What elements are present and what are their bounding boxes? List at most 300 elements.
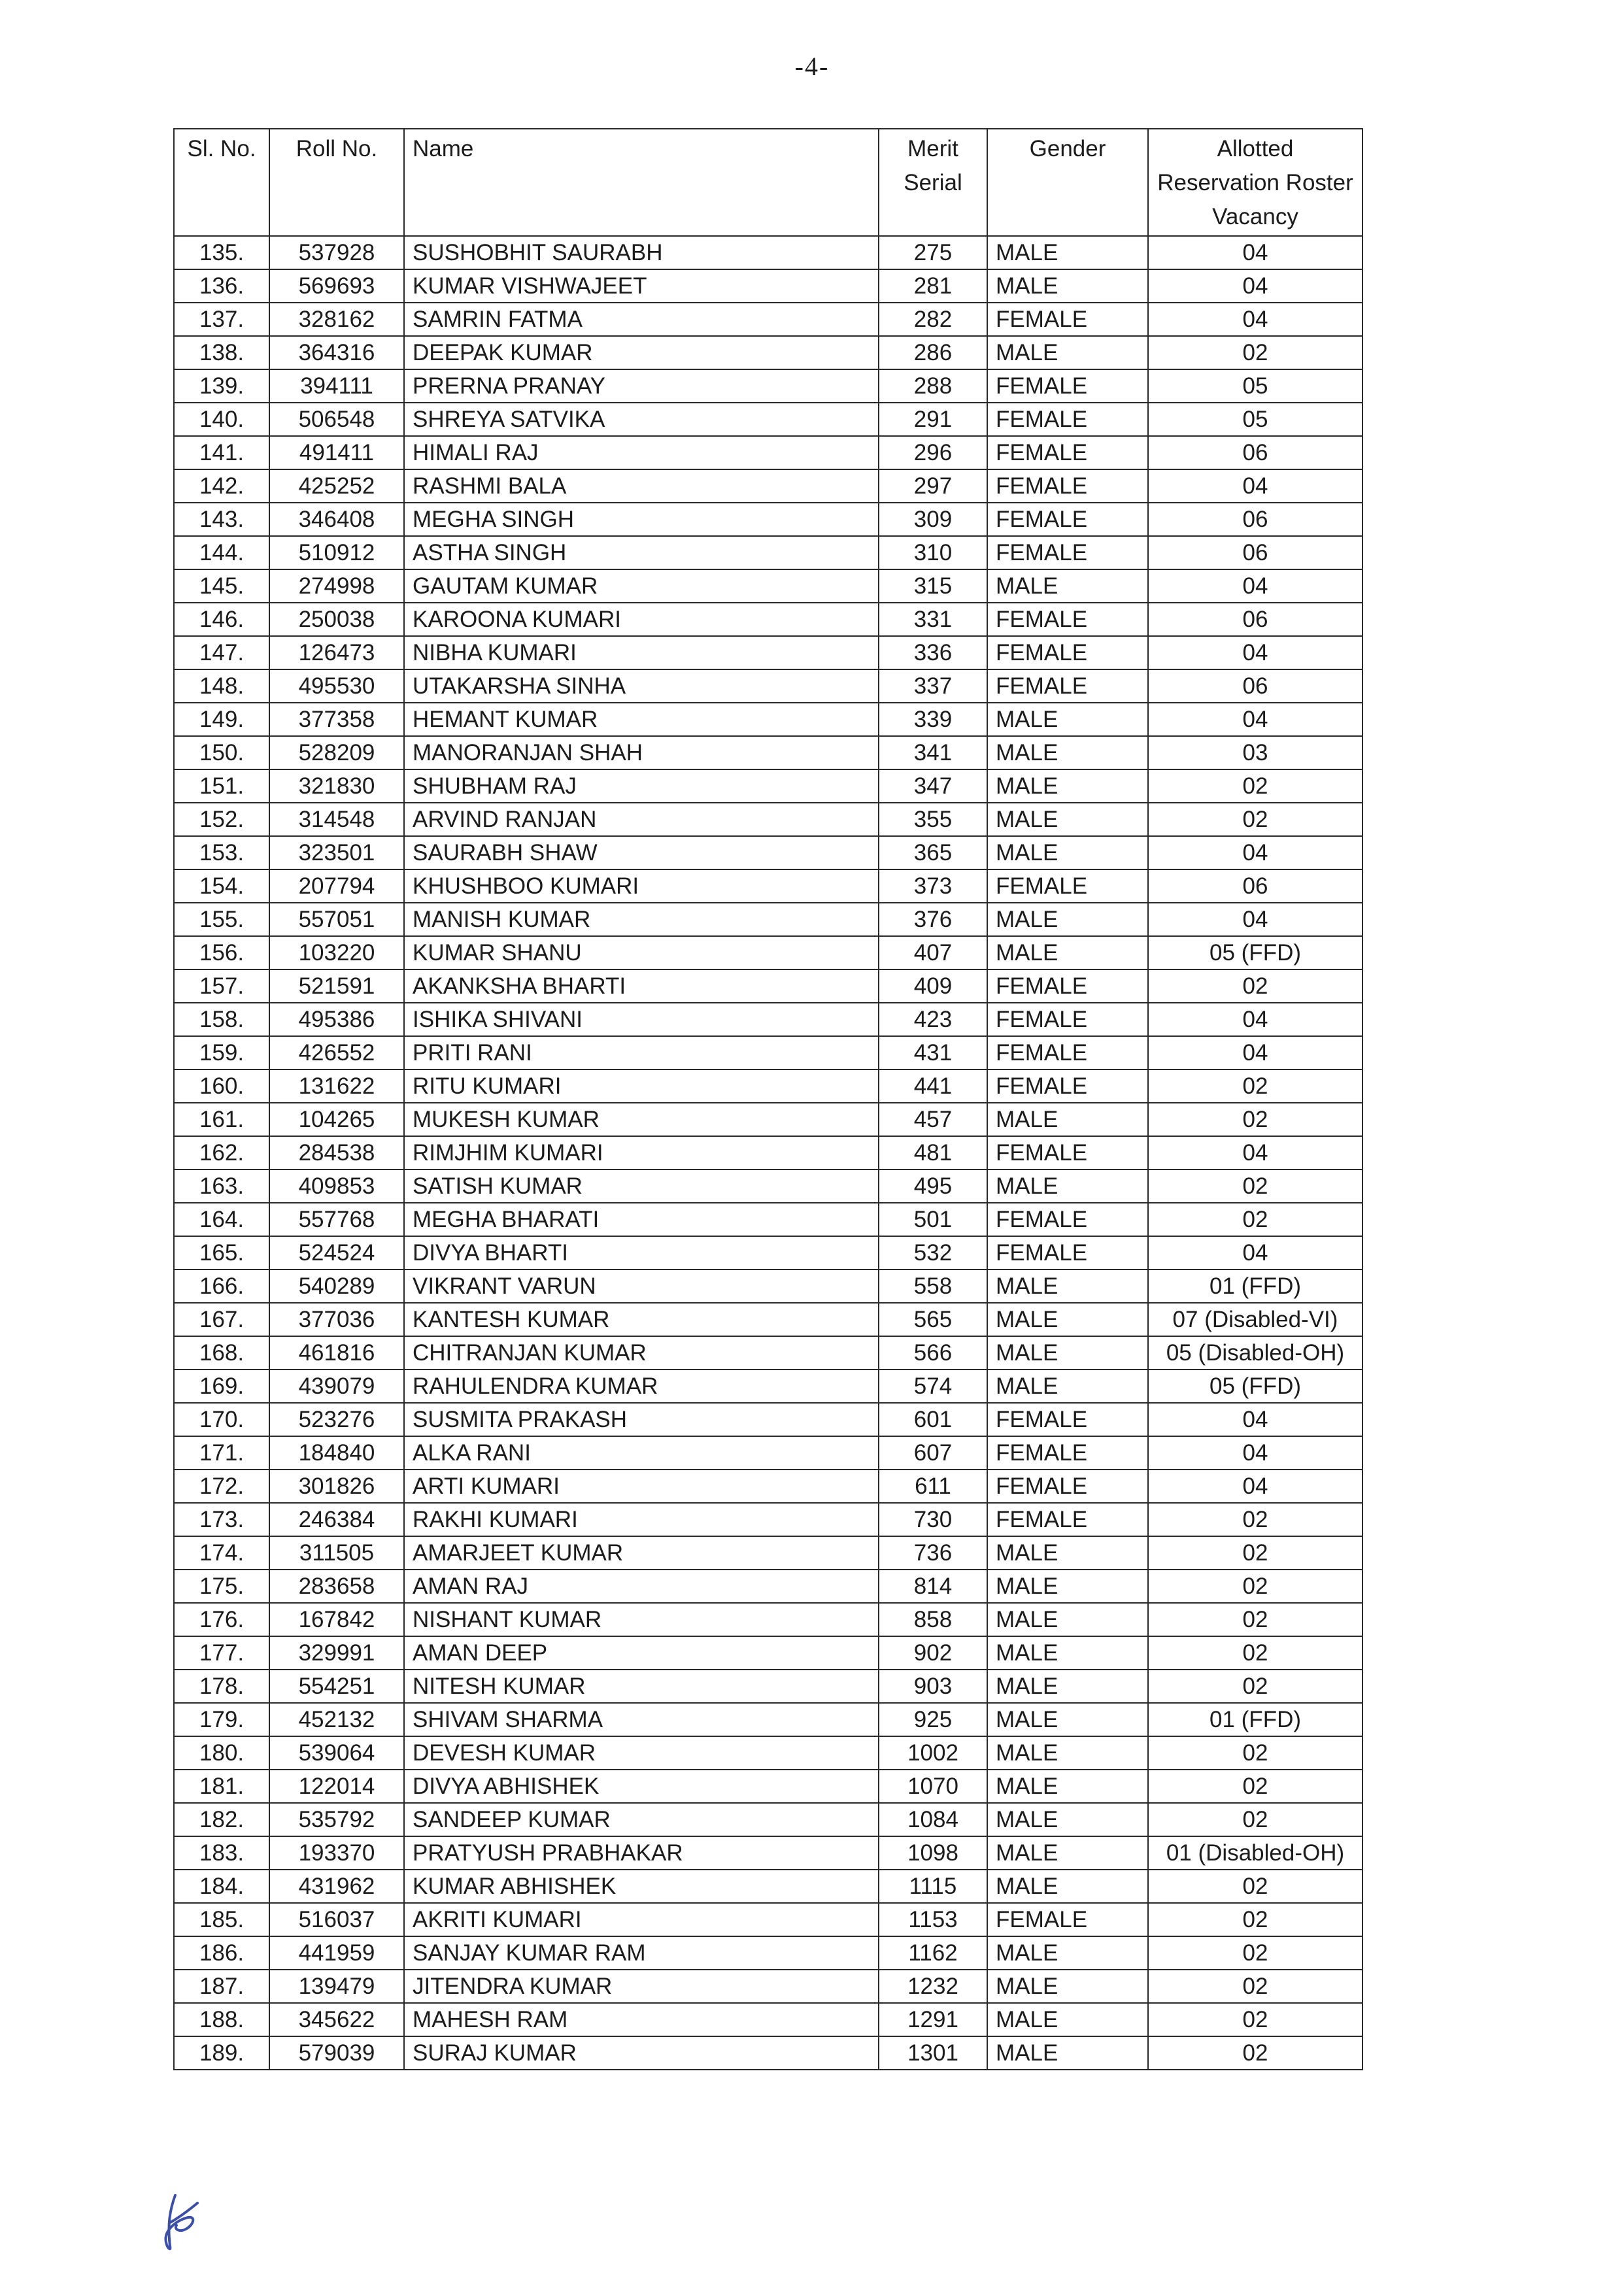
cell-allotted-vacancy: 06 bbox=[1148, 869, 1362, 903]
cell-gender: MALE bbox=[987, 903, 1148, 936]
table-row bbox=[174, 1570, 1362, 1603]
cell-allotted-vacancy: 04 bbox=[1148, 1236, 1362, 1270]
cell-roll-no: 131622 bbox=[269, 1069, 404, 1103]
cell-sl-no: 152. bbox=[174, 803, 269, 836]
cell-merit-serial: 1291 bbox=[879, 2003, 987, 2036]
cell-roll-no: 139479 bbox=[269, 1970, 404, 2003]
cell-sl-no: 186. bbox=[174, 1936, 269, 1970]
cell-name: AMAN DEEP bbox=[404, 1636, 879, 1670]
cell-allotted-vacancy: 06 bbox=[1148, 503, 1362, 536]
cell-sl-no: 153. bbox=[174, 836, 269, 869]
cell-roll-no: 246384 bbox=[269, 1503, 404, 1536]
cell-gender: MALE bbox=[987, 1703, 1148, 1736]
cell-sl-no: 163. bbox=[174, 1169, 269, 1203]
cell-roll-no: 409853 bbox=[269, 1169, 404, 1203]
cell-roll-no: 510912 bbox=[269, 536, 404, 569]
cell-sl-no: 170. bbox=[174, 1403, 269, 1436]
cell-allotted-vacancy: 04 bbox=[1148, 1136, 1362, 1169]
cell-merit-serial: 331 bbox=[879, 603, 987, 636]
cell-name: RAHULENDRA KUMAR bbox=[404, 1370, 879, 1403]
cell-gender: FEMALE bbox=[987, 969, 1148, 1003]
cell-gender: MALE bbox=[987, 336, 1148, 369]
cell-name: RASHMI BALA bbox=[404, 469, 879, 503]
cell-roll-no: 557768 bbox=[269, 1203, 404, 1236]
cell-sl-no: 146. bbox=[174, 603, 269, 636]
cell-merit-serial: 501 bbox=[879, 1203, 987, 1236]
cell-name: AMAN RAJ bbox=[404, 1570, 879, 1603]
cell-roll-no: 314548 bbox=[269, 803, 404, 836]
cell-gender: MALE bbox=[987, 1603, 1148, 1636]
cell-name: PRITI RANI bbox=[404, 1036, 879, 1069]
cell-merit-serial: 1162 bbox=[879, 1936, 987, 1970]
cell-merit-serial: 611 bbox=[879, 1470, 987, 1503]
cell-allotted-vacancy: 02 bbox=[1148, 1870, 1362, 1903]
cell-roll-no: 301826 bbox=[269, 1470, 404, 1503]
cell-merit-serial: 339 bbox=[879, 703, 987, 736]
cell-sl-no: 166. bbox=[174, 1270, 269, 1303]
cell-allotted-vacancy: 06 bbox=[1148, 603, 1362, 636]
cell-merit-serial: 1232 bbox=[879, 1970, 987, 2003]
cell-sl-no: 181. bbox=[174, 1770, 269, 1803]
cell-roll-no: 441959 bbox=[269, 1936, 404, 1970]
table-row bbox=[174, 1003, 1362, 1036]
cell-roll-no: 250038 bbox=[269, 603, 404, 636]
cell-roll-no: 346408 bbox=[269, 503, 404, 536]
table-row bbox=[174, 1169, 1362, 1203]
cell-name: SANJAY KUMAR RAM bbox=[404, 1936, 879, 1970]
cell-allotted-vacancy: 04 bbox=[1148, 303, 1362, 336]
cell-sl-no: 139. bbox=[174, 369, 269, 403]
cell-gender: FEMALE bbox=[987, 1036, 1148, 1069]
cell-merit-serial: 925 bbox=[879, 1703, 987, 1736]
cell-allotted-vacancy: 05 (FFD) bbox=[1148, 936, 1362, 969]
table-row bbox=[174, 669, 1362, 703]
cell-allotted-vacancy: 02 bbox=[1148, 1103, 1362, 1136]
cell-allotted-vacancy: 02 bbox=[1148, 769, 1362, 803]
cell-sl-no: 167. bbox=[174, 1303, 269, 1336]
cell-gender: FEMALE bbox=[987, 669, 1148, 703]
cell-merit-serial: 355 bbox=[879, 803, 987, 836]
table-row bbox=[174, 1670, 1362, 1703]
cell-roll-no: 103220 bbox=[269, 936, 404, 969]
cell-allotted-vacancy: 01 (FFD) bbox=[1148, 1703, 1362, 1736]
cell-merit-serial: 1115 bbox=[879, 1870, 987, 1903]
cell-allotted-vacancy: 02 bbox=[1148, 2003, 1362, 2036]
table-row bbox=[174, 503, 1362, 536]
cell-name: SHREYA SATVIKA bbox=[404, 403, 879, 436]
table-row bbox=[174, 369, 1362, 403]
cell-name: KUMAR ABHISHEK bbox=[404, 1870, 879, 1903]
cell-gender: MALE bbox=[987, 1970, 1148, 2003]
cell-allotted-vacancy: 04 bbox=[1148, 703, 1362, 736]
cell-sl-no: 158. bbox=[174, 1003, 269, 1036]
cell-merit-serial: 532 bbox=[879, 1236, 987, 1270]
cell-name: JITENDRA KUMAR bbox=[404, 1970, 879, 2003]
table-row bbox=[174, 1936, 1362, 1970]
cell-roll-no: 394111 bbox=[269, 369, 404, 403]
cell-name: ISHIKA SHIVANI bbox=[404, 1003, 879, 1036]
cell-merit-serial: 441 bbox=[879, 1069, 987, 1103]
cell-merit-serial: 481 bbox=[879, 1136, 987, 1169]
cell-allotted-vacancy: 01 (FFD) bbox=[1148, 1270, 1362, 1303]
table-row bbox=[174, 1203, 1362, 1236]
cell-allotted-vacancy: 02 bbox=[1148, 1069, 1362, 1103]
cell-roll-no: 535792 bbox=[269, 1803, 404, 1836]
cell-sl-no: 172. bbox=[174, 1470, 269, 1503]
cell-allotted-vacancy: 04 bbox=[1148, 569, 1362, 603]
cell-gender: FEMALE bbox=[987, 469, 1148, 503]
cell-roll-no: 377358 bbox=[269, 703, 404, 736]
cell-gender: MALE bbox=[987, 1736, 1148, 1770]
cell-gender: MALE bbox=[987, 736, 1148, 769]
table-row bbox=[174, 1503, 1362, 1536]
cell-sl-no: 180. bbox=[174, 1736, 269, 1770]
cell-roll-no: 207794 bbox=[269, 869, 404, 903]
cell-sl-no: 175. bbox=[174, 1570, 269, 1603]
table-body bbox=[174, 236, 1362, 2070]
cell-name: RITU KUMARI bbox=[404, 1069, 879, 1103]
cell-allotted-vacancy: 04 bbox=[1148, 269, 1362, 303]
cell-gender: FEMALE bbox=[987, 1436, 1148, 1470]
cell-merit-serial: 365 bbox=[879, 836, 987, 869]
table-row bbox=[174, 1336, 1362, 1370]
cell-sl-no: 161. bbox=[174, 1103, 269, 1136]
cell-gender: FEMALE bbox=[987, 369, 1148, 403]
merit-list-table-container bbox=[173, 128, 1363, 2070]
cell-gender: MALE bbox=[987, 1870, 1148, 1903]
cell-name: MEGHA SINGH bbox=[404, 503, 879, 536]
cell-allotted-vacancy: 05 bbox=[1148, 369, 1362, 403]
cell-sl-no: 143. bbox=[174, 503, 269, 536]
cell-sl-no: 144. bbox=[174, 536, 269, 569]
cell-gender: FEMALE bbox=[987, 1503, 1148, 1536]
cell-sl-no: 162. bbox=[174, 1136, 269, 1169]
header-merit-serial: Merit Serial bbox=[879, 129, 987, 236]
header-allotted-vacancy: Allotted Reservation Roster Vacancy bbox=[1148, 129, 1362, 236]
cell-sl-no: 185. bbox=[174, 1903, 269, 1936]
cell-name: KANTESH KUMAR bbox=[404, 1303, 879, 1336]
cell-merit-serial: 903 bbox=[879, 1670, 987, 1703]
table-row bbox=[174, 1036, 1362, 1069]
cell-roll-no: 495386 bbox=[269, 1003, 404, 1036]
cell-merit-serial: 288 bbox=[879, 369, 987, 403]
table-row bbox=[174, 1536, 1362, 1570]
cell-name: ASTHA SINGH bbox=[404, 536, 879, 569]
cell-sl-no: 189. bbox=[174, 2036, 269, 2070]
cell-merit-serial: 558 bbox=[879, 1270, 987, 1303]
cell-name: PRERNA PRANAY bbox=[404, 369, 879, 403]
cell-allotted-vacancy: 02 bbox=[1148, 1570, 1362, 1603]
cell-name: SAURABH SHAW bbox=[404, 836, 879, 869]
cell-merit-serial: 736 bbox=[879, 1536, 987, 1570]
cell-allotted-vacancy: 06 bbox=[1148, 536, 1362, 569]
table-row bbox=[174, 903, 1362, 936]
cell-name: DEVESH KUMAR bbox=[404, 1736, 879, 1770]
cell-roll-no: 569693 bbox=[269, 269, 404, 303]
cell-name: GAUTAM KUMAR bbox=[404, 569, 879, 603]
cell-sl-no: 149. bbox=[174, 703, 269, 736]
cell-sl-no: 177. bbox=[174, 1636, 269, 1670]
table-row bbox=[174, 336, 1362, 369]
cell-merit-serial: 282 bbox=[879, 303, 987, 336]
cell-gender: FEMALE bbox=[987, 1003, 1148, 1036]
cell-merit-serial: 858 bbox=[879, 1603, 987, 1636]
cell-roll-no: 491411 bbox=[269, 436, 404, 469]
table-row bbox=[174, 869, 1362, 903]
table-row bbox=[174, 1870, 1362, 1903]
cell-name: SANDEEP KUMAR bbox=[404, 1803, 879, 1836]
table-row bbox=[174, 803, 1362, 836]
cell-merit-serial: 341 bbox=[879, 736, 987, 769]
cell-gender: FEMALE bbox=[987, 1136, 1148, 1169]
cell-roll-no: 516037 bbox=[269, 1903, 404, 1936]
cell-allotted-vacancy: 02 bbox=[1148, 1770, 1362, 1803]
table-row bbox=[174, 1436, 1362, 1470]
cell-gender: MALE bbox=[987, 1570, 1148, 1603]
cell-merit-serial: 601 bbox=[879, 1403, 987, 1436]
cell-roll-no: 521591 bbox=[269, 969, 404, 1003]
cell-name: AMARJEET KUMAR bbox=[404, 1536, 879, 1570]
cell-merit-serial: 607 bbox=[879, 1436, 987, 1470]
cell-gender: MALE bbox=[987, 1536, 1148, 1570]
cell-gender: FEMALE bbox=[987, 869, 1148, 903]
table-header bbox=[174, 129, 1362, 236]
cell-merit-serial: 337 bbox=[879, 669, 987, 703]
cell-name: SUSMITA PRAKASH bbox=[404, 1403, 879, 1436]
cell-sl-no: 147. bbox=[174, 636, 269, 669]
cell-allotted-vacancy: 02 bbox=[1148, 1903, 1362, 1936]
cell-allotted-vacancy: 04 bbox=[1148, 1036, 1362, 1069]
cell-roll-no: 540289 bbox=[269, 1270, 404, 1303]
table-row bbox=[174, 1970, 1362, 2003]
cell-allotted-vacancy: 04 bbox=[1148, 636, 1362, 669]
cell-allotted-vacancy: 02 bbox=[1148, 1636, 1362, 1670]
cell-gender: MALE bbox=[987, 1803, 1148, 1836]
table-row bbox=[174, 1470, 1362, 1503]
cell-allotted-vacancy: 04 bbox=[1148, 903, 1362, 936]
cell-gender: MALE bbox=[987, 1936, 1148, 1970]
cell-merit-serial: 566 bbox=[879, 1336, 987, 1370]
table-row bbox=[174, 1636, 1362, 1670]
cell-name: UTAKARSHA SINHA bbox=[404, 669, 879, 703]
cell-sl-no: 168. bbox=[174, 1336, 269, 1370]
cell-roll-no: 537928 bbox=[269, 236, 404, 269]
cell-merit-serial: 291 bbox=[879, 403, 987, 436]
cell-name: MAHESH RAM bbox=[404, 2003, 879, 2036]
cell-roll-no: 452132 bbox=[269, 1703, 404, 1736]
cell-roll-no: 554251 bbox=[269, 1670, 404, 1703]
cell-allotted-vacancy: 06 bbox=[1148, 669, 1362, 703]
cell-gender: FEMALE bbox=[987, 636, 1148, 669]
table-row bbox=[174, 1403, 1362, 1436]
table-row bbox=[174, 703, 1362, 736]
cell-merit-serial: 275 bbox=[879, 236, 987, 269]
cell-roll-no: 579039 bbox=[269, 2036, 404, 2070]
cell-allotted-vacancy: 04 bbox=[1148, 469, 1362, 503]
cell-gender: FEMALE bbox=[987, 1470, 1148, 1503]
cell-sl-no: 138. bbox=[174, 336, 269, 369]
table-row bbox=[174, 1903, 1362, 1936]
cell-roll-no: 364316 bbox=[269, 336, 404, 369]
header-name: Name bbox=[404, 129, 879, 236]
cell-name: VIKRANT VARUN bbox=[404, 1270, 879, 1303]
cell-sl-no: 174. bbox=[174, 1536, 269, 1570]
table-row bbox=[174, 403, 1362, 436]
table-row bbox=[174, 436, 1362, 469]
cell-name: ALKA RANI bbox=[404, 1436, 879, 1470]
cell-sl-no: 135. bbox=[174, 236, 269, 269]
cell-merit-serial: 347 bbox=[879, 769, 987, 803]
cell-allotted-vacancy: 02 bbox=[1148, 969, 1362, 1003]
cell-gender: MALE bbox=[987, 1303, 1148, 1336]
cell-gender: MALE bbox=[987, 769, 1148, 803]
table-row bbox=[174, 1736, 1362, 1770]
cell-merit-serial: 574 bbox=[879, 1370, 987, 1403]
cell-name: HEMANT KUMAR bbox=[404, 703, 879, 736]
header-gender: Gender bbox=[987, 129, 1148, 236]
table-row bbox=[174, 236, 1362, 269]
cell-sl-no: 173. bbox=[174, 1503, 269, 1536]
cell-allotted-vacancy: 02 bbox=[1148, 2036, 1362, 2070]
cell-gender: FEMALE bbox=[987, 403, 1148, 436]
cell-gender: FEMALE bbox=[987, 436, 1148, 469]
table-row bbox=[174, 969, 1362, 1003]
cell-allotted-vacancy: 02 bbox=[1148, 1603, 1362, 1636]
cell-allotted-vacancy: 02 bbox=[1148, 1936, 1362, 1970]
cell-allotted-vacancy: 02 bbox=[1148, 803, 1362, 836]
cell-merit-serial: 309 bbox=[879, 503, 987, 536]
cell-merit-serial: 310 bbox=[879, 536, 987, 569]
cell-name: CHITRANJAN KUMAR bbox=[404, 1336, 879, 1370]
cell-sl-no: 169. bbox=[174, 1370, 269, 1403]
cell-sl-no: 179. bbox=[174, 1703, 269, 1736]
table-row bbox=[174, 1770, 1362, 1803]
table-row bbox=[174, 1136, 1362, 1169]
cell-sl-no: 150. bbox=[174, 736, 269, 769]
cell-roll-no: 377036 bbox=[269, 1303, 404, 1336]
cell-gender: FEMALE bbox=[987, 1203, 1148, 1236]
cell-gender: MALE bbox=[987, 936, 1148, 969]
cell-gender: MALE bbox=[987, 2003, 1148, 2036]
table-row bbox=[174, 1803, 1362, 1836]
cell-merit-serial: 814 bbox=[879, 1570, 987, 1603]
cell-allotted-vacancy: 04 bbox=[1148, 1470, 1362, 1503]
cell-merit-serial: 1301 bbox=[879, 2036, 987, 2070]
cell-name: RIMJHIM KUMARI bbox=[404, 1136, 879, 1169]
cell-name: MANORANJAN SHAH bbox=[404, 736, 879, 769]
table-row bbox=[174, 1103, 1362, 1136]
cell-gender: MALE bbox=[987, 1770, 1148, 1803]
cell-sl-no: 178. bbox=[174, 1670, 269, 1703]
cell-merit-serial: 431 bbox=[879, 1036, 987, 1069]
cell-allotted-vacancy: 04 bbox=[1148, 1403, 1362, 1436]
cell-merit-serial: 315 bbox=[879, 569, 987, 603]
cell-roll-no: 426552 bbox=[269, 1036, 404, 1069]
table-row bbox=[174, 536, 1362, 569]
cell-roll-no: 184840 bbox=[269, 1436, 404, 1470]
cell-merit-serial: 730 bbox=[879, 1503, 987, 1536]
cell-name: SAMRIN FATMA bbox=[404, 303, 879, 336]
cell-roll-no: 345622 bbox=[269, 2003, 404, 2036]
cell-sl-no: 164. bbox=[174, 1203, 269, 1236]
cell-name: MANISH KUMAR bbox=[404, 903, 879, 936]
cell-gender: FEMALE bbox=[987, 1236, 1148, 1270]
cell-name: KUMAR VISHWAJEET bbox=[404, 269, 879, 303]
cell-merit-serial: 286 bbox=[879, 336, 987, 369]
cell-gender: FEMALE bbox=[987, 1903, 1148, 1936]
cell-gender: MALE bbox=[987, 269, 1148, 303]
cell-allotted-vacancy: 04 bbox=[1148, 836, 1362, 869]
cell-allotted-vacancy: 05 (Disabled-OH) bbox=[1148, 1336, 1362, 1370]
cell-sl-no: 159. bbox=[174, 1036, 269, 1069]
cell-sl-no: 157. bbox=[174, 969, 269, 1003]
cell-roll-no: 495530 bbox=[269, 669, 404, 703]
cell-allotted-vacancy: 04 bbox=[1148, 236, 1362, 269]
cell-sl-no: 154. bbox=[174, 869, 269, 903]
cell-sl-no: 148. bbox=[174, 669, 269, 703]
cell-roll-no: 461816 bbox=[269, 1336, 404, 1370]
cell-name: AKANKSHA BHARTI bbox=[404, 969, 879, 1003]
cell-roll-no: 431962 bbox=[269, 1870, 404, 1903]
cell-allotted-vacancy: 02 bbox=[1148, 1169, 1362, 1203]
cell-name: KUMAR SHANU bbox=[404, 936, 879, 969]
cell-allotted-vacancy: 05 bbox=[1148, 403, 1362, 436]
table-row bbox=[174, 1370, 1362, 1403]
cell-roll-no: 528209 bbox=[269, 736, 404, 769]
table-row bbox=[174, 936, 1362, 969]
cell-allotted-vacancy: 01 (Disabled-OH) bbox=[1148, 1836, 1362, 1870]
page-number: -4- bbox=[794, 52, 830, 81]
cell-name: RAKHI KUMARI bbox=[404, 1503, 879, 1536]
cell-name: NITESH KUMAR bbox=[404, 1670, 879, 1703]
table-row bbox=[174, 269, 1362, 303]
cell-gender: MALE bbox=[987, 1103, 1148, 1136]
cell-sl-no: 142. bbox=[174, 469, 269, 503]
cell-merit-serial: 423 bbox=[879, 1003, 987, 1036]
cell-name: DIVYA ABHISHEK bbox=[404, 1770, 879, 1803]
cell-sl-no: 160. bbox=[174, 1069, 269, 1103]
cell-sl-no: 136. bbox=[174, 269, 269, 303]
table-row bbox=[174, 303, 1362, 336]
header-row bbox=[174, 129, 1362, 236]
cell-allotted-vacancy: 02 bbox=[1148, 1536, 1362, 1570]
table-row bbox=[174, 1836, 1362, 1870]
cell-merit-serial: 336 bbox=[879, 636, 987, 669]
cell-roll-no: 284538 bbox=[269, 1136, 404, 1169]
table-row bbox=[174, 1303, 1362, 1336]
cell-roll-no: 193370 bbox=[269, 1836, 404, 1870]
cell-sl-no: 165. bbox=[174, 1236, 269, 1270]
cell-merit-serial: 376 bbox=[879, 903, 987, 936]
header-roll-no: Roll No. bbox=[269, 129, 404, 236]
table-row bbox=[174, 1603, 1362, 1636]
table-row bbox=[174, 769, 1362, 803]
cell-merit-serial: 409 bbox=[879, 969, 987, 1003]
cell-name: HIMALI RAJ bbox=[404, 436, 879, 469]
cell-sl-no: 187. bbox=[174, 1970, 269, 2003]
cell-allotted-vacancy: 07 (Disabled-VI) bbox=[1148, 1303, 1362, 1336]
table-row bbox=[174, 1703, 1362, 1736]
cell-sl-no: 137. bbox=[174, 303, 269, 336]
cell-sl-no: 176. bbox=[174, 1603, 269, 1636]
cell-name: SURAJ KUMAR bbox=[404, 2036, 879, 2070]
cell-gender: MALE bbox=[987, 1270, 1148, 1303]
cell-roll-no: 557051 bbox=[269, 903, 404, 936]
cell-gender: MALE bbox=[987, 1670, 1148, 1703]
cell-roll-no: 274998 bbox=[269, 569, 404, 603]
cell-merit-serial: 407 bbox=[879, 936, 987, 969]
cell-roll-no: 311505 bbox=[269, 1536, 404, 1570]
